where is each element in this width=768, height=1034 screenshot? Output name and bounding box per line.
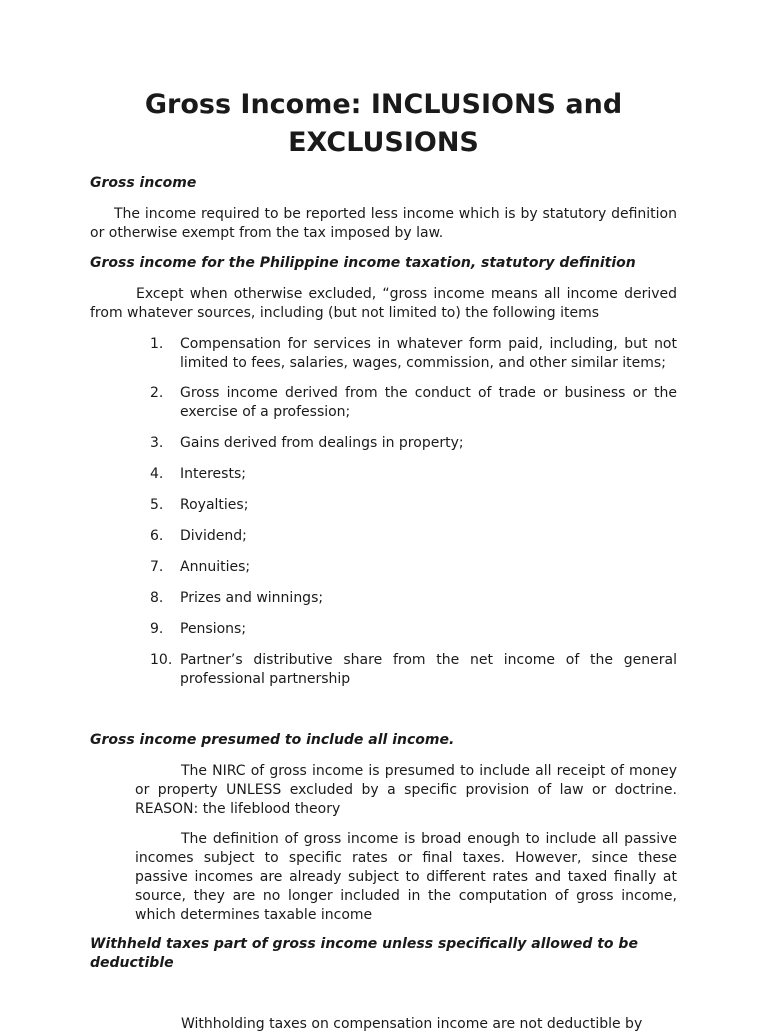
heading-withheld-taxes: Withheld taxes part of gross income unless specifically allowed to be deductible <box>90 936 638 971</box>
statutory-definition-text: Except when otherwise excluded, “gross income means all income derived from whatever sources, including (but not limited to) the following items <box>90 286 677 321</box>
withheld-taxes-text: Withholding taxes on compensation income are not deductible by <box>181 1016 643 1032</box>
heading-statutory-definition: Gross income for the Philippine income taxation, statutory definition <box>90 255 636 271</box>
title-line-2: EXCLUSIONS <box>288 127 479 158</box>
title-line-1: Gross Income: INCLUSIONS and <box>144 89 623 120</box>
document-page: Gross Income: INCLUSIONS and EXCLUSIONS Gross income The income required to be reported less income which is by statutory definition or otherwise exempt from the tax imposed by law. Gross income for the Philippine income taxation, statutory definition Except when otherwise excluded, “gross income means all income derived from whatever sources, including (but not limited to) the following items 1. Compensation for services in whatever form paid, including, but not limited to fees, salaries, wages, commission, and other similar items; 2. Gross income derived from the conduct of trade or business or the exercise of a profession; 3. Gains derived from dealings in property; 4. Interests; 5. Royalties; 6. Dividend; 7. Annuities; 8. Prizes and winnings; 9. Pensions; 10. Partner’s distributive share from the net income of the general professional partnership Gross income presumed to include all income. The NIRC of gross income is presumed to include all receipt of money or property UNLESS excluded by a specific provision of law or doctrine. REASON: the lifeblood theory The definition of gross income is broad enough to include all passive incomes subject to specific rates or final taxes. However, since these passive incomes are already subject to different rates and taxed finally at source, they are no longer included in the computation of gross income, which determines taxable income Withheld taxes part of gross income unless specifically allowed to be deductible Withholding taxes on compensation income are not deductible by <box>0 0 768 1024</box>
gross-income-definition: The income required to be reported less income which is by statutory definition or otherwise exempt from the tax imposed by law. <box>90 206 677 241</box>
document-title <box>90 86 677 162</box>
presumed-income-text-1: The NIRC of gross income is presumed to include all receipt of money or property UNLESS excluded by a specific provision of law or doctrine. REASON: the lifeblood theory <box>135 763 677 817</box>
presumed-income-text-2: The definition of gross income is broad enough to include all passive incomes subject to specific rates or final taxes. However, since these passive incomes are already subject to different rates and taxed finally at source, they are no longer included in the computation of gross income, which determines taxable income <box>135 831 677 923</box>
heading-gross-income: Gross income <box>90 175 197 191</box>
heading-presumed-income: Gross income presumed to include all income. <box>90 732 455 748</box>
